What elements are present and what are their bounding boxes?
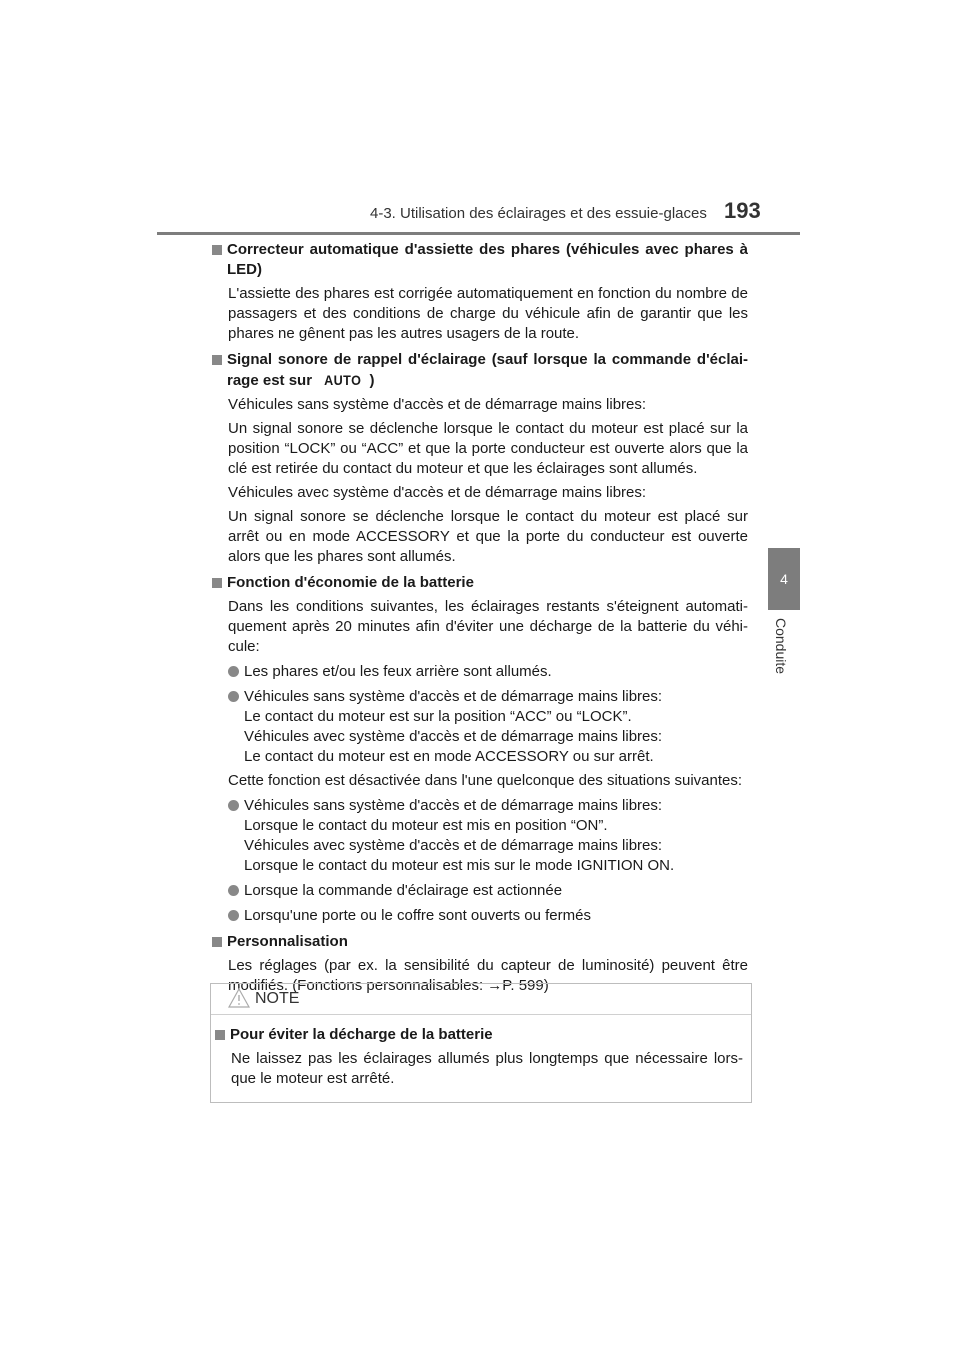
square-bullet-icon [212, 245, 222, 255]
list-item [210, 687, 748, 767]
warning-triangle-icon [228, 988, 250, 1008]
section-title-text: Signal sonore de rappel d'éclairage (sauf lorsque la commande d'éclai- rage est sur [227, 351, 748, 389]
note-header [211, 984, 751, 1015]
paragraph: Véhicules sans système d'accès et de démarrage mains libres: [228, 396, 647, 413]
running-header: 4-3. Utilisation des éclairages et des essuie-glaces [370, 205, 707, 222]
paragraph: Dans les conditions suivantes, les éclairages restants s'éteignent automati- quement après 20 minutes afin d'éviter une décharge de la batterie du véhi- cule: [228, 598, 748, 655]
section-title-end: ) [369, 372, 375, 389]
square-bullet-icon [212, 937, 222, 947]
paragraph: Cette fonction est désactivée dans l'une quelconque des situations suivantes: [228, 772, 743, 789]
list-item-text: Lorsqu'une porte ou le coffre sont ouverts ou fermés [244, 907, 591, 924]
section-title: Correcteur automatique d'assiette des phares (véhicules avec phares à LED) [227, 241, 748, 278]
note-title: NOTE [255, 990, 300, 1007]
list-item [210, 796, 748, 876]
chapter-tab: 4 [768, 548, 800, 610]
section-title: Personnalisation [227, 933, 348, 950]
section-heading-economie-batterie [210, 573, 748, 593]
chapter-label: Conduite [773, 618, 789, 675]
list-line: Véhicules avec système d'accès et de démarrage mains libres: [244, 837, 663, 854]
round-bullet-icon [228, 691, 239, 702]
list-line: Le contact du moteur est sur la position “ACC” ou “LOCK”. [244, 708, 632, 725]
paragraph: Un signal sonore se déclenche lorsque le contact du moteur est placé sur la position “LOCK” ou “ACC” et que la porte conducteur est ouverte alors que la clé est retirée du contact du moteur et que les éclairages sont allumés. [228, 420, 748, 477]
section-title [227, 350, 748, 391]
auto-icon: AUTO [324, 372, 362, 388]
paragraph: L'assiette des phares est corrigée automatiquement en fonction du nombre de passagers et des conditions de charge du véhicule afin de garantir que les phares ne gênent pas les autres usagers de la route. [228, 285, 748, 342]
list-item-text: Lorsque la commande d'éclairage est actionnée [244, 882, 563, 899]
note-box [210, 983, 752, 1103]
square-bullet-icon [212, 355, 222, 365]
paragraph: Les réglages (par ex. la sensibilité du capteur de luminosité) peuvent être modifiés. (Fonctions personnalisables: →P. 599) [228, 957, 748, 994]
round-bullet-icon [228, 910, 239, 921]
page-number: 193 [724, 198, 761, 223]
list-item [210, 906, 748, 926]
square-bullet-icon [215, 1030, 225, 1040]
list-item [210, 881, 748, 901]
list-line: Le contact du moteur est en mode ACCESSORY ou sur arrêt. [244, 748, 654, 765]
paragraph: Un signal sonore se déclenche lorsque le contact du moteur est placé sur arrêt ou en mode ACCESSORY et que la porte du conducteur est ouverte alors que les phares sont allumés. [228, 508, 748, 565]
note-heading-text: Pour éviter la décharge de la batterie [230, 1026, 493, 1043]
note-heading [213, 1025, 743, 1045]
paragraph: Véhicules avec système d'accès et de démarrage mains libres: [228, 484, 647, 501]
round-bullet-icon [228, 885, 239, 896]
body-content [210, 240, 748, 996]
square-bullet-icon [212, 578, 222, 588]
list-line: Lorsque le contact du moteur est mis sur le mode IGNITION ON. [244, 857, 675, 874]
section-heading-correcteur [210, 240, 748, 280]
list-line: Véhicules sans système d'accès et de démarrage mains libres: [244, 688, 663, 705]
list-item-text: Les phares et/ou les feux arrière sont allumés. [244, 663, 552, 680]
round-bullet-icon [228, 800, 239, 811]
chapter-label-wrap [773, 618, 795, 688]
list-item-text [244, 796, 674, 876]
list-line: Lorsque le contact du moteur est mis en position “ON”. [244, 817, 608, 834]
list-item [210, 662, 748, 682]
note-body [211, 1015, 743, 1089]
list-line: Véhicules sans système d'accès et de démarrage mains libres: [244, 797, 663, 814]
section-heading-signal-sonore [210, 350, 748, 391]
section-title: Fonction d'économie de la batterie [227, 574, 474, 591]
list-item-text [244, 687, 662, 767]
header-rule [157, 232, 800, 235]
section-heading-personnalisation [210, 932, 748, 952]
note-paragraph: Ne laissez pas les éclairages allumés plus longtemps que nécessaire lors- que le moteur est arrêté. [231, 1050, 743, 1087]
list-line: Véhicules avec système d'accès et de démarrage mains libres: [244, 728, 663, 745]
round-bullet-icon [228, 666, 239, 677]
